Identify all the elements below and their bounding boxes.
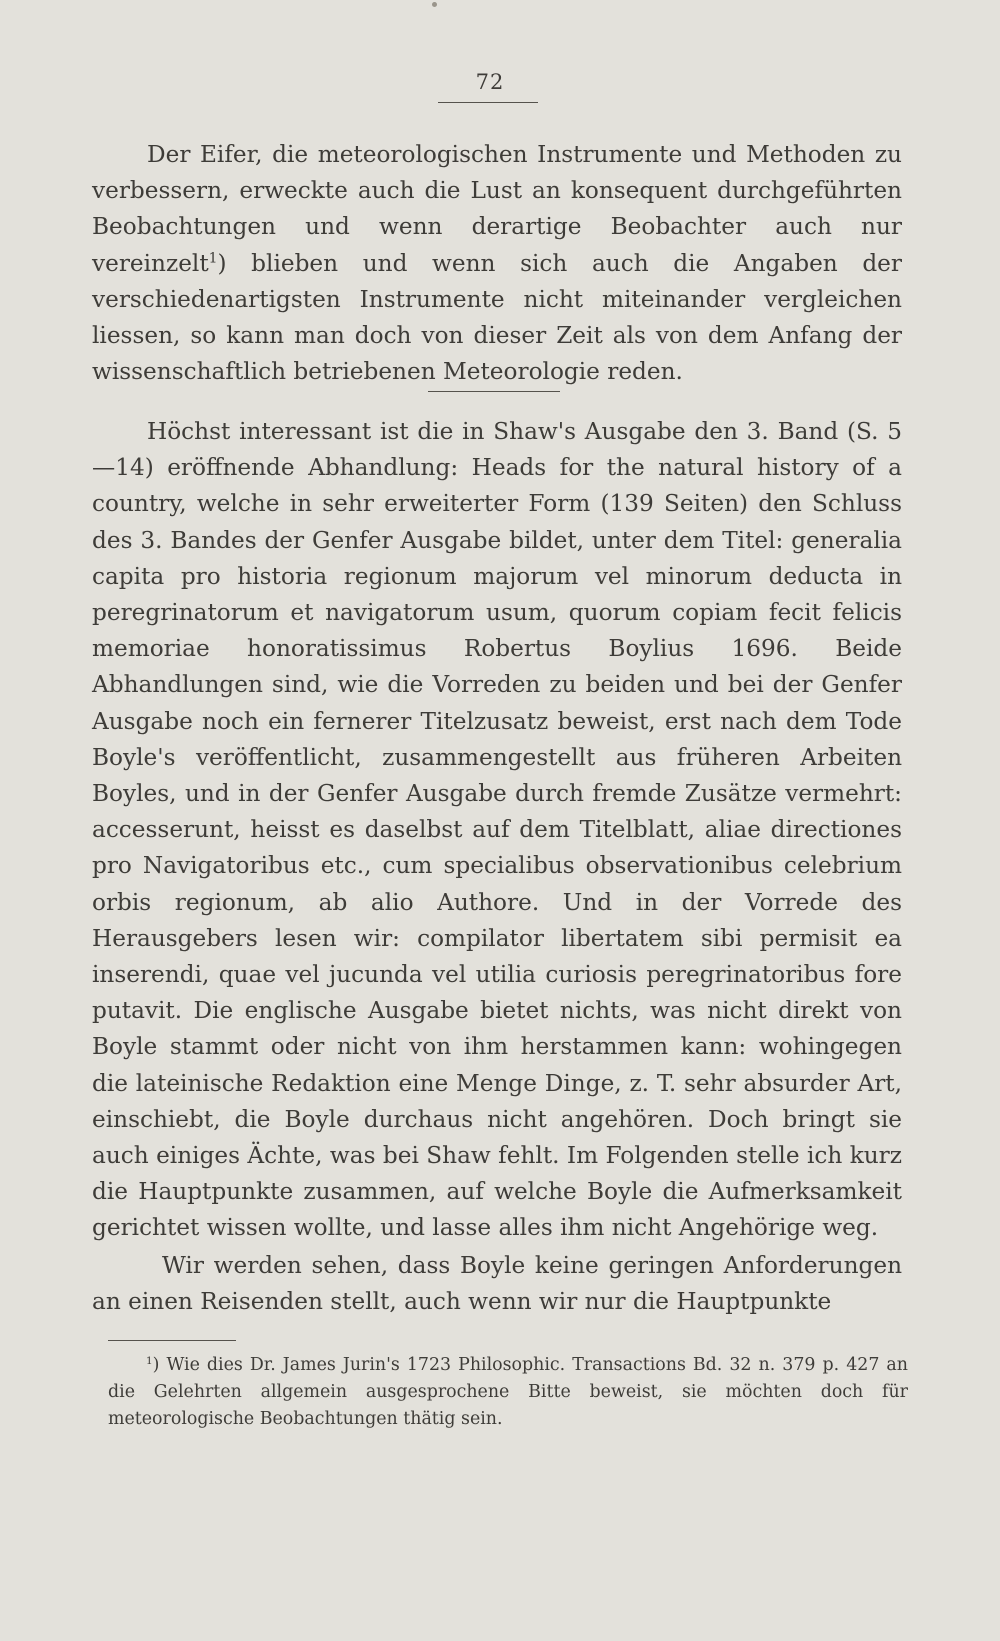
print-speck [432,2,437,7]
paragraph-meteorology [92,137,902,390]
page-number-rule [438,102,538,103]
footnote-reference: 1 [208,250,218,267]
footnote [108,1352,908,1433]
paragraph-text-continued: ) blieben und wenn sich auch die Angaben der verschiedenartigsten Instrumente nicht miteinander vergleichen liessen, so kann man doch von dieser Zeit als von dem Anfang der wissenschaftlich betriebenen Meteorologie reden. [92,249,902,386]
paragraph-boyle-heads: Höchst interessant ist die in Shaw's Ausgabe den 3. Band (S. 5—14) eröffnende Abhandlung: Heads for the natural history of a country, welche in sehr erweiterter Form (139 Seiten) den Schluss des 3. Bandes der Genfer Ausgabe bildet, unter dem Titel: generalia capita pro historia regionum majorum vel minorum deducta in peregrinatorum et navigatorum usum, quorum copiam fecit felicis memoriae honoratissimus Robertus Boylius 1696. Beide Abhandlungen sind, wie die Vorreden zu beiden und bei der Genfer Ausgabe noch ein fernerer Titelzusatz beweist, erst nach dem Tode Boyle's veröffentlicht, zusammengestellt aus früheren Arbeiten Boyles, und in der Genfer Ausgabe durch fremde Zusätze vermehrt: accesserunt, heisst es daselbst auf dem Titelblatt, aliae directiones pro Navigatoribus etc., cum specialibus observationibus celebrium orbis regionum, ab alio Authore. Und in der Vorrede des Herausgebers lesen wir: compilator libertatem sibi permisit ea inserendi, quae vel jucunda vel utilia curiosis peregrinatoribus fore putavit. Die englische Ausgabe bietet nichts, was nicht direkt von Boyle stammt oder nicht von ihm herstammen kann: wohingegen die lateinische Redaktion eine Menge Dinge, z. T. sehr absurder Art, einschiebt, die Boyle durchaus nicht angehören. Doch bringt sie auch einiges Ächte, was bei Shaw fehlt. Im Folgenden stelle ich kurz die Hauptpunkte zusammen, auf welche Boyle die Aufmerksamkeit gerichtet wissen wollte, und lasse alles ihm nicht Angehörige weg. [92,418,902,1242]
page-number: 72 [475,70,505,94]
footnote-text: ) Wie dies Dr. James Jurin's 1723 Philosophic. Transactions Bd. 32 n. 379 p. 427 an die Gelehrten allgemein ausgesprochene Bitte beweist, sie möchten doch für meteorologische Beobachtungen thätig sein. [108,1355,908,1429]
section-divider [428,391,560,392]
paragraph-text: Der Eifer, die meteorologischen Instrumente und Methoden zu verbessern, erweckte auch die Lust an konsequent durchgeführten Beobachtungen und wenn derartige Beobachter auch nur vereinzelt [92,141,902,277]
paragraph-anforderungen: Wir werden sehen, dass Boyle keine geringen Anforderungen an einen Reisenden stellt, auch wenn wir nur die Hauptpunkte [92,1252,902,1316]
footnote-marker: 1 [146,1354,153,1367]
footnote-divider [108,1340,236,1341]
